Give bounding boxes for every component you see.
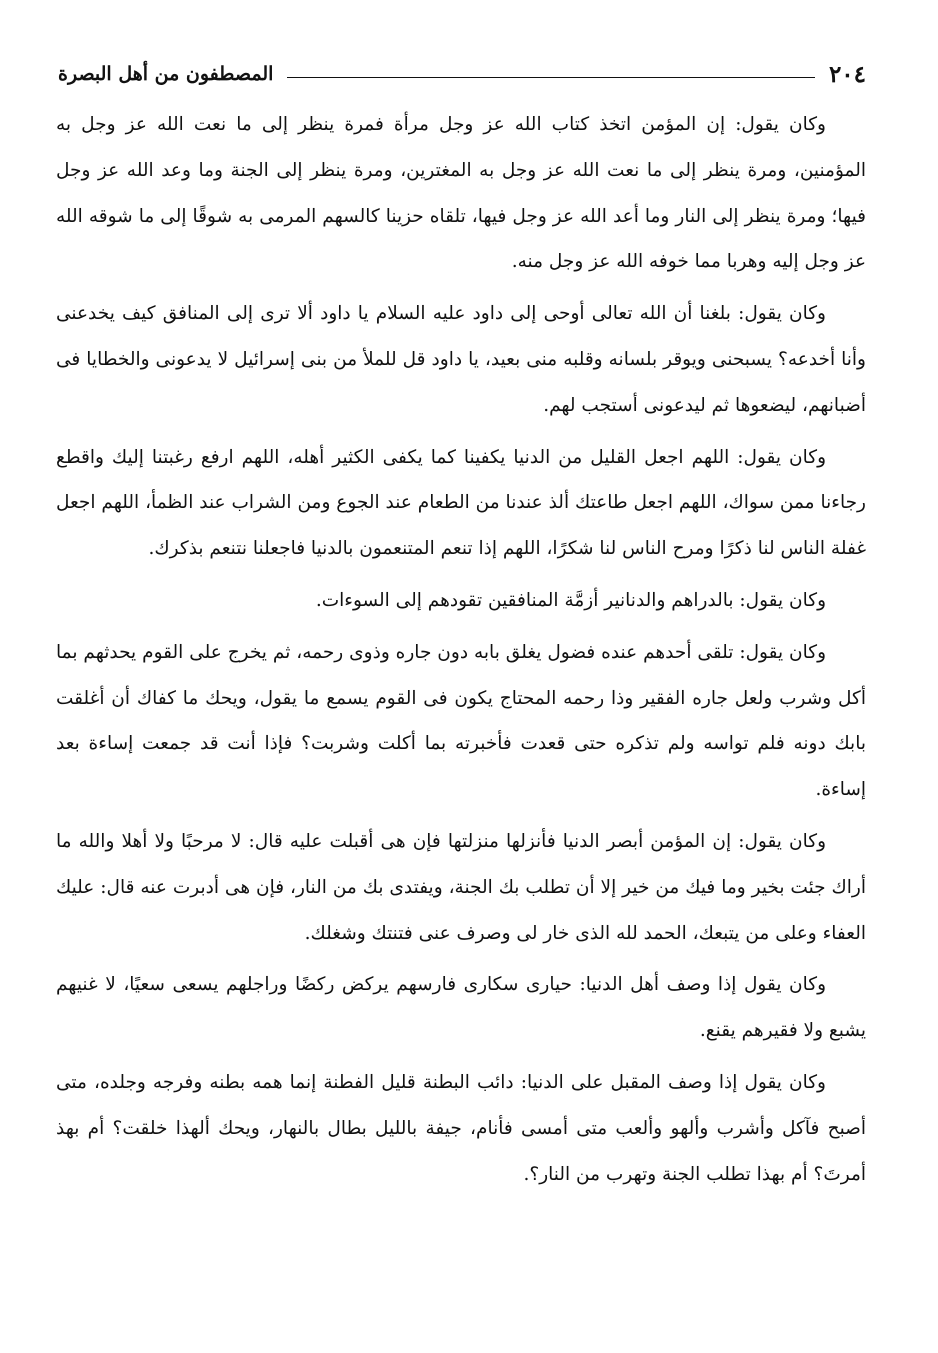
running-title: المصطفون من أهل البصرة: [58, 63, 274, 85]
header-rule: [287, 77, 815, 78]
page-body: [56, 102, 866, 1203]
paragraph: وكان يقول: اللهم اجعل القليل من الدنيا يكفينا كما يكفى الكثير أهله، اللهم ارفع رغبتنا إليك واقطع رجاءنا ممن سواك، اللهم اجعل طاعتك ألذ عندنا من الطعام عند الجوع ومن الشراب عند الظمأ، اللهم اجعل غفلة الناس لنا ذكرًا ومرح الناس لنا شكرًا، اللهم إذا تنعم المتنعمون بالدنيا فاجعلنا نتنعم بذكرك.: [56, 446, 866, 560]
paragraph: وكان يقول إذا وصف المقبل على الدنيا: دائب البطنة قليل الفطنة إنما همه بطنه وفرجه وجلده، متى أصبح فآكل وأشرب وألهو وألعب متى أمسى فأنام، جيفة بالليل بطال بالنهار، ويحك ألهذا خلقت؟ أم بهذ أمرتَ؟ أم بهذا تطلب الجنة وتهرب من النار؟.: [56, 1071, 866, 1185]
page-header: [58, 52, 866, 96]
page-number: ٢٠٤: [828, 60, 866, 88]
paragraph: وكان يقول: بالدراهم والدنانير أزمَّة المنافقين تقودهم إلى السوءات.: [315, 589, 826, 611]
paragraph: وكان يقول: إن المؤمن اتخذ كتاب الله عز وجل مرأة فمرة ينظر إلى ما نعت الله عز وجل به المؤمنين، ومرة ينظر إلى ما نعت الله عز وجل به المغترين، ومرة ينظر إلى الجنة وما وعد الله عز وجل فيها؛ ومرة ينظر إلى النار وما أعد الله عز وجل فيها، تلقاه حزينا كالسهم المرمى به شوقًا إلى ما شوقه الله عز وجل إليه وهربا مما خوفه الله عز وجل منه.: [56, 114, 866, 273]
paragraph: وكان يقول: إن المؤمن أبصر الدنيا فأنزلها منزلتها فإن هى أقبلت عليه قال: لا مرحبًا ولا أهلا والله ما أراك جئت بخير وما فيك من خير إلا أن تطلب بك الجنة، ويفتدى بك من النار، فإن هى أدبرت عنه قال: عليك العفاء وعلى من يتبعك، الحمد لله الذى خار لى وصرف عنى فتنتك وشغلك.: [56, 830, 866, 944]
paragraph: وكان يقول: تلقى أحدهم عنده فضول يغلق بابه دون جاره وذوى رحمه، ثم يخرج على القوم يحدثهم بما أكل وشرب ولعل جاره الفقير وذا رحمه المحتاج يكون فى القوم يسمع ما يقول، ويحك ما كفاك أن أغلقت بابك دونه فلم تواسه ولم تذكره حتى قعدت فأخبرته بما أكلت وشربت؟ فإذا أنت قد جمعت إساءة بعد إساءة.: [56, 641, 866, 801]
paragraph: وكان يقول إذا وصف أهل الدنيا: حيارى سكارى فارسهم يركض ركضًا وراجلهم يسعى سعيًا، لا غنيهم يشبع ولا فقيرهم يقنع.: [56, 974, 866, 1042]
paragraph: وكان يقول: بلغنا أن الله تعالى أوحى إلى داود عليه السلام يا داود ألا ترى إلى المنافق كيف يخدعنى وأنا أخدعه؟ يسبحنى ويوقر بلسانه وقلبه منى بعيد، يا داود قل للملأ من بنى إسرائيل لا يدعونى والخطايا فى أضبانهم، ليضعوها ثم ليدعونى أستجب لهم.: [56, 303, 866, 416]
